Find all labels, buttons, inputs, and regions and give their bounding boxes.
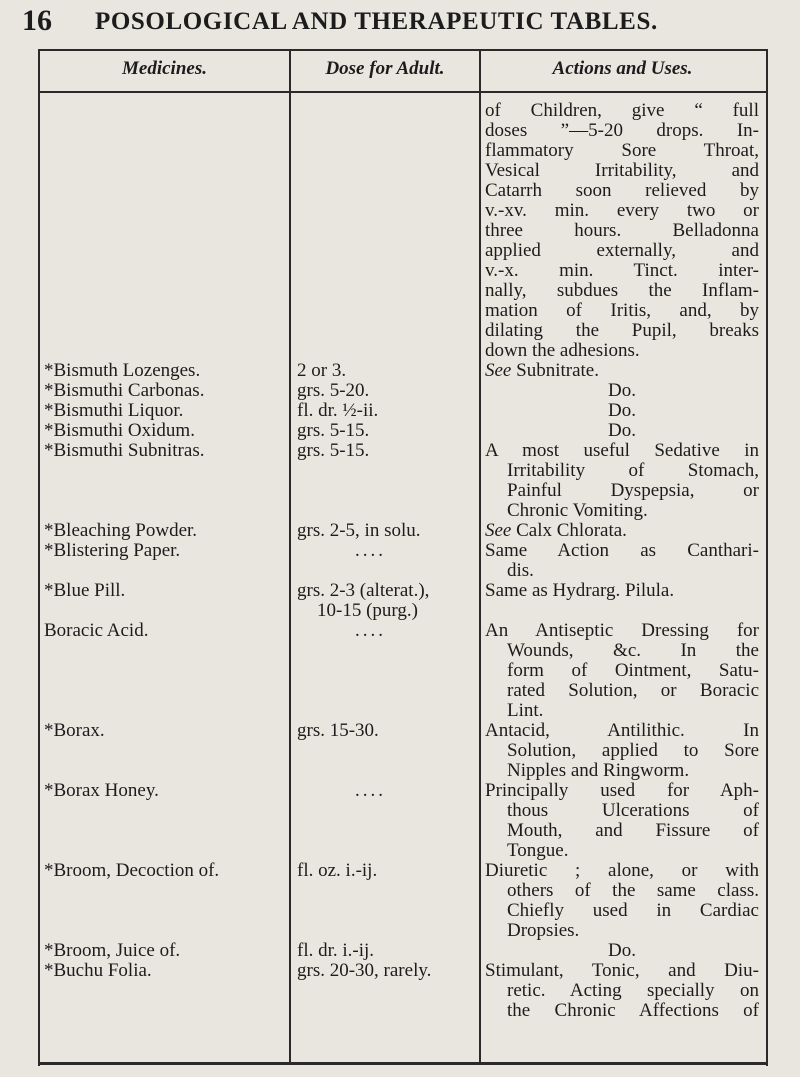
medicine-name: *Bismuthi Subnitras. [44,440,205,461]
text-line: Stimulant, Tonic, and Diu- [485,960,759,981]
text-line: thous Ulcerations of [507,800,759,821]
medicine-name: *Bismuthi Carbonas. [44,380,205,401]
medicine-name: *Bismuthi Oxidum. [44,420,195,441]
actions-cell [485,541,759,581]
actions-cell [485,721,759,781]
text-line: form of Ointment, Satu- [507,660,759,681]
medicine-name: *Bismuthi Liquor. [44,400,184,421]
actions-cell [485,781,759,861]
dose-line: 2 or 3. [297,360,347,381]
dose-cell [297,541,479,561]
dose-line: .... [355,620,386,641]
text-line: retic. Acting specially on [507,980,759,1001]
text-line: dilating the Pupil, breaks [485,320,759,341]
text-line: dis. [507,560,534,581]
text-line: nally, subdues the Inflam- [485,280,759,301]
dose-line: fl. oz. i.-ij. [297,860,378,881]
text-line: Vesical Irritability, and [485,160,759,181]
text-line: Calx Chlorata. [516,520,627,541]
medicine-name: *Blue Pill. [44,580,126,601]
medicine-name: Boracic Acid. [44,620,149,641]
text-line: rated Solution, or Boracic [507,680,759,701]
actions-cell [485,421,759,441]
medicine-name: *Bismuth Lozenges. [44,360,201,381]
text-line: Lint. [507,700,544,721]
text-line: A most useful Sedative in [485,440,759,461]
text-line: applied externally, and [485,240,759,261]
text-line: Irritability of Stomach, [507,460,759,481]
text-line: Do. [608,420,636,441]
dose-line: grs. 2-5, in solu. [297,520,421,541]
text-line: Solution, applied to Sore [507,740,759,761]
column-header-actions: Actions and Uses. [552,58,693,79]
text-line: Painful Dyspepsia, or [507,480,759,501]
header-rule [38,91,766,93]
see-reference: See [485,520,512,541]
text-line: An Antiseptic Dressing for [485,620,759,641]
medicine-name: *Buchu Folia. [44,960,152,981]
actions-cell [485,521,759,541]
dose-cell [297,621,479,641]
continued-actions-text [485,101,759,361]
dose-line: .... [355,780,386,801]
actions-cell [485,441,759,521]
bottom-rule [38,1062,768,1065]
dose-cell [297,441,479,461]
text-line: v.-x. min. Tinct. inter- [485,260,759,281]
text-line: Do. [608,400,636,421]
dose-line: 10-15 (purg.) [317,600,418,621]
text-line: Catarrh soon relieved by [485,180,759,201]
column-divider [479,49,481,1064]
running-title: POSOLOGICAL AND THERAPEUTIC TABLES. [95,8,658,35]
text-line: Nipples and Ringworm. [507,760,690,781]
dose-cell [297,381,479,401]
dose-cell [297,581,479,621]
text-line: others of the same class. [507,880,759,901]
dose-line: grs. 5-15. [297,440,370,461]
text-line: Chiefly used in Cardiac [507,900,759,921]
dose-line: fl. dr. i.-ij. [297,940,375,961]
text-line: Mouth, and Fissure of [507,820,759,841]
text-line: Diuretic ; alone, or with [485,860,759,881]
dose-cell [297,721,479,741]
text-line: Wounds, &c. In the [507,640,759,661]
actions-cell [485,381,759,401]
dose-cell [297,361,479,381]
dose-line: fl. dr. ½-ii. [297,400,379,421]
dose-cell [297,941,479,961]
dose-line: grs. 15-30. [297,720,379,741]
dose-line: grs. 5-20. [297,380,370,401]
text-line: doses ”—5-20 drops. In- [485,120,759,141]
page-header [0,0,800,44]
actions-cell [485,621,759,721]
column-divider [289,49,291,1064]
text-line: Antacid, Antilithic. In [485,720,759,741]
column-header-dose: Dose for Adult. [325,58,445,79]
dose-cell [297,401,479,421]
dose-line: grs. 5-15. [297,420,370,441]
actions-cell [485,941,759,961]
actions-cell [485,861,759,941]
text-line: Same Action as Canthari- [485,540,759,561]
text-line: Tongue. [507,840,569,861]
text-line: Same as Hydrarg. Pilula. [485,580,675,601]
actions-cell [485,581,759,601]
text-line: down the adhesions. [485,340,640,361]
actions-cell [485,361,759,381]
text-line: of Children, give “ full [485,100,759,121]
medicine-name: *Borax Honey. [44,780,159,801]
text-line: Principally used for Aph- [485,780,759,801]
dose-cell [297,961,479,981]
dose-cell [297,421,479,441]
text-line: Do. [608,380,636,401]
dose-line: grs. 2-3 (alterat.), [297,580,430,601]
text-line: three hours. Belladonna [485,220,759,241]
dose-cell [297,861,479,881]
dose-cell [297,521,479,541]
medicine-name: *Borax. [44,720,105,741]
medicine-name: *Bleaching Powder. [44,520,198,541]
dose-line: .... [355,540,386,561]
medicine-name: *Blistering Paper. [44,540,181,561]
dose-cell [297,781,479,801]
text-line: Chronic Vomiting. [507,500,648,521]
actions-cell [485,961,759,1021]
medicine-name: *Broom, Juice of. [44,940,181,961]
medicine-name: *Broom, Decoction of. [44,860,220,881]
text-line: mation of Iritis, and, by [485,300,759,321]
text-line: Subnitrate. [516,360,599,381]
actions-cell [485,401,759,421]
dose-line: grs. 20-30, rarely. [297,960,432,981]
see-reference: See [485,360,512,381]
text-line: v.-xv. min. every two or [485,200,759,221]
text-line: the Chronic Affections of [507,1000,759,1021]
column-header-medicines: Medicines. [122,58,207,79]
text-line: Dropsies. [507,920,580,941]
page-number: 16 [22,4,52,37]
text-line: flammatory Sore Throat, [485,140,759,161]
text-line: Do. [608,940,636,961]
